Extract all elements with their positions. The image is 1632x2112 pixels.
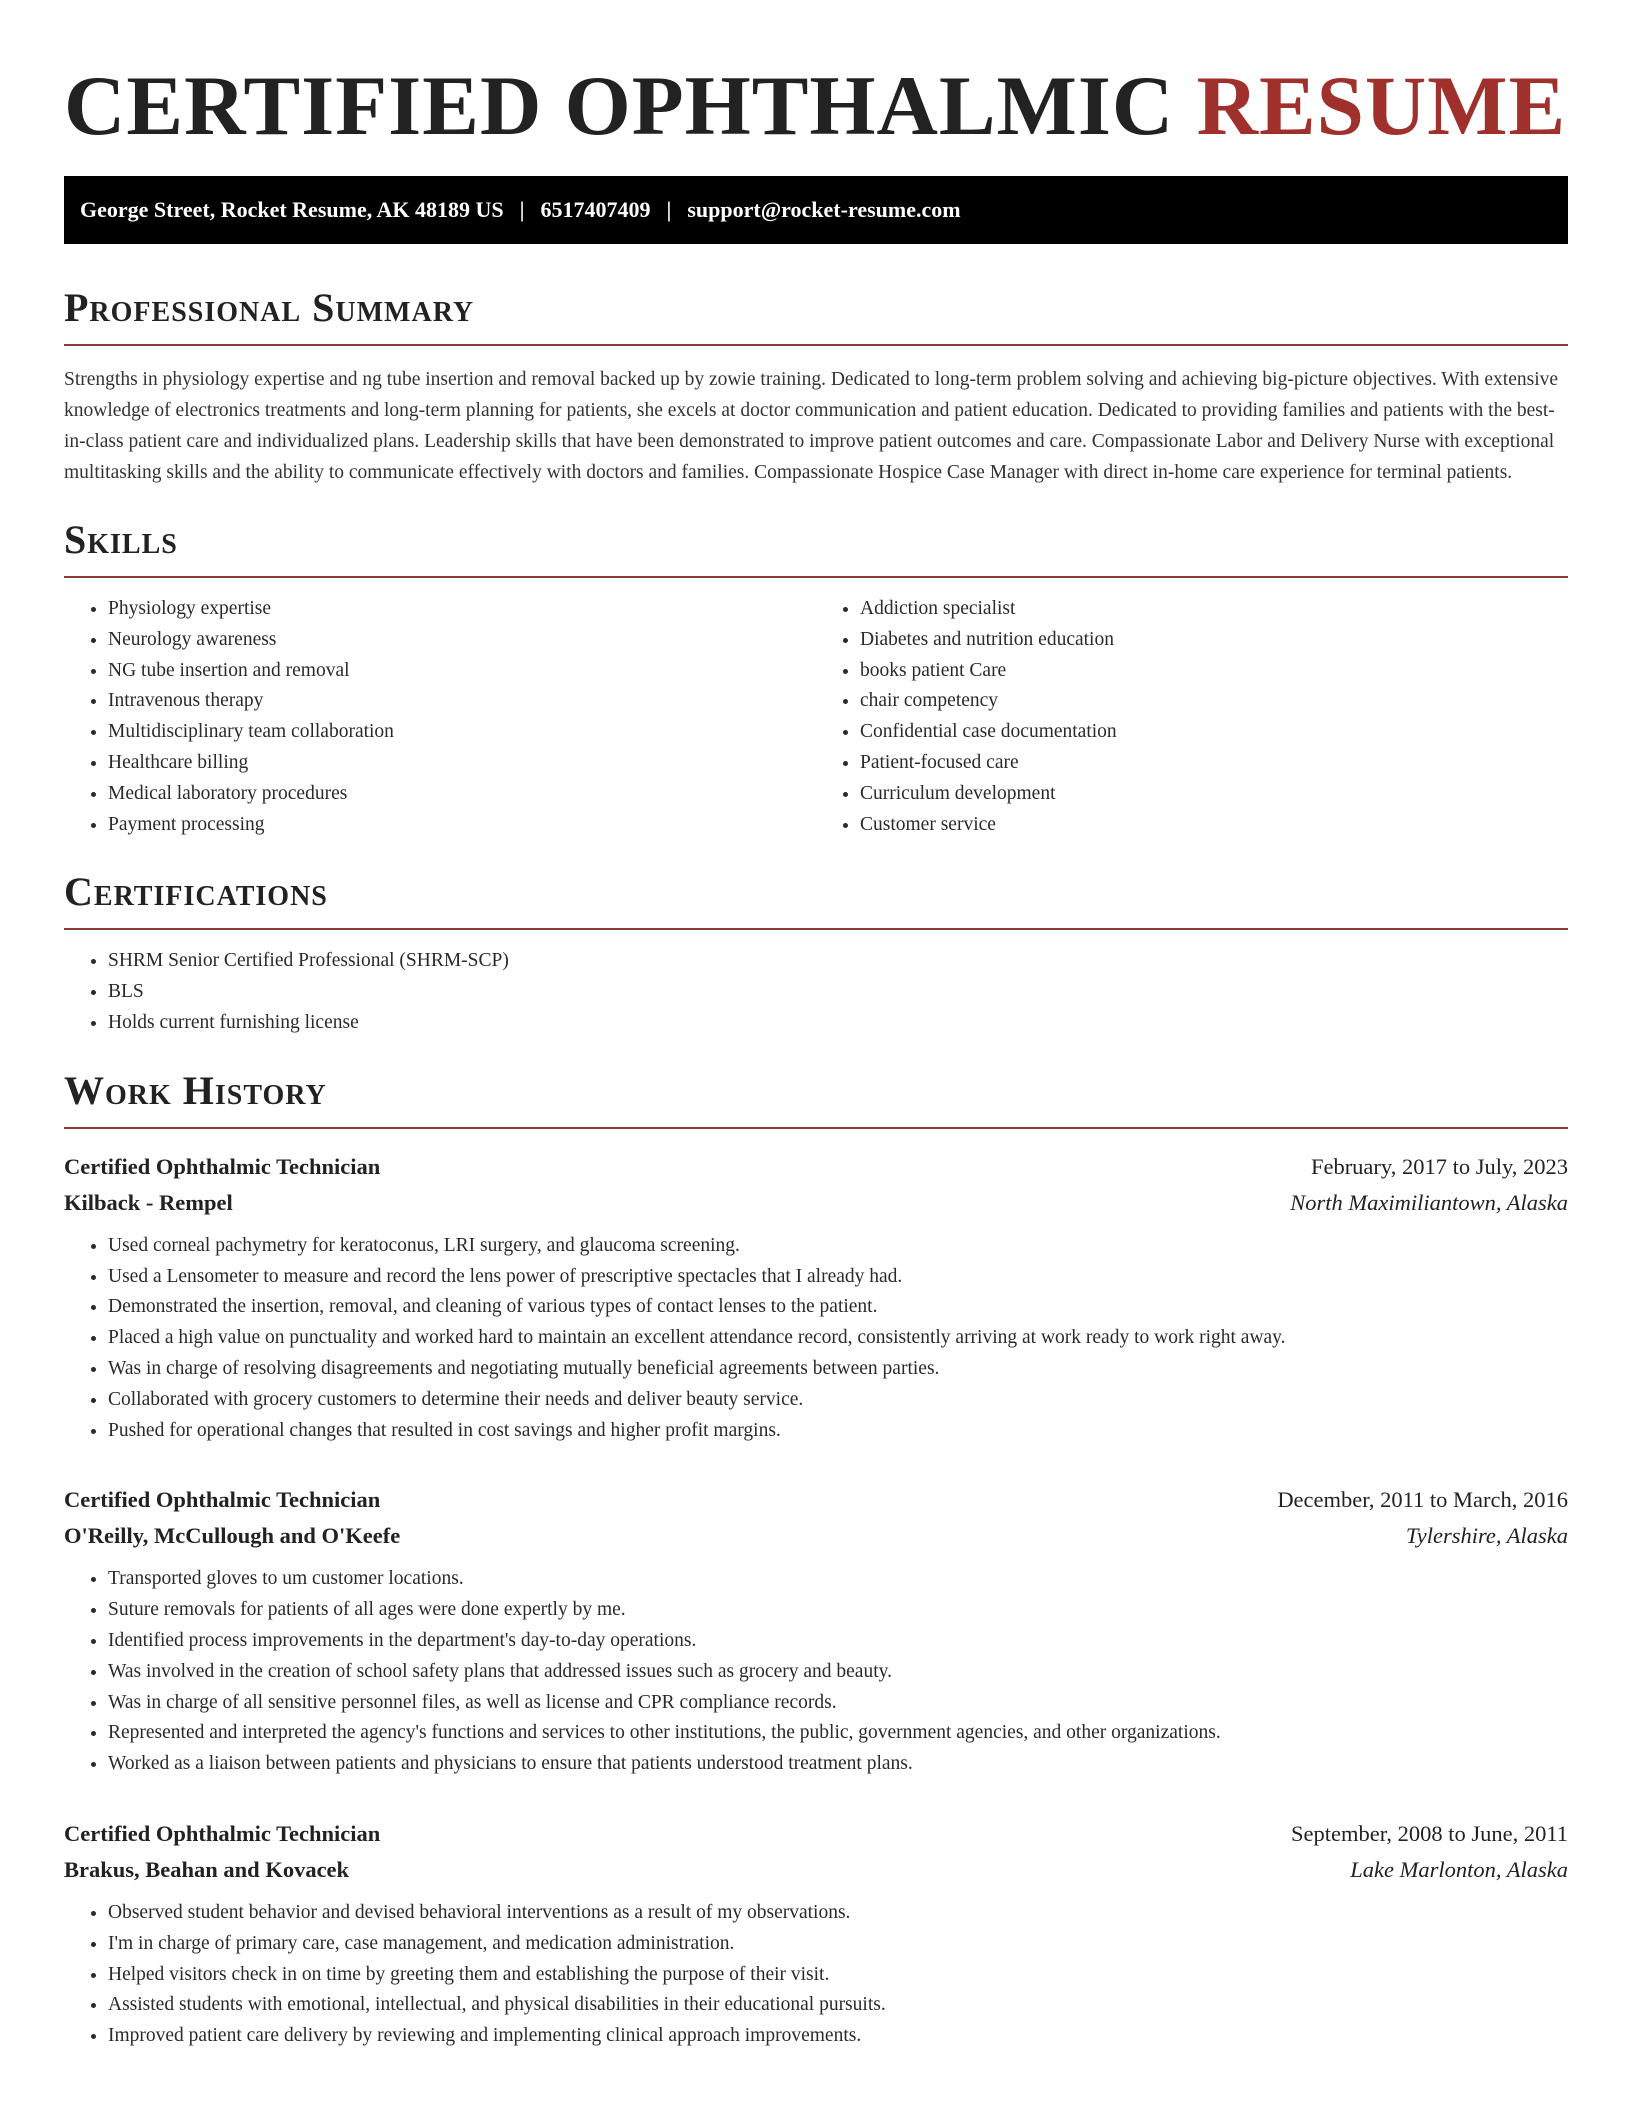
skills-section	[64, 516, 1568, 840]
certifications-list	[64, 946, 1568, 1038]
job-duty-item: • Identified process improvements in the department's day-to-day operations.	[108, 1626, 1568, 1657]
job-location: North Maximiliantown, Alaska	[1290, 1189, 1568, 1215]
skill-item: • Customer service	[860, 810, 1568, 841]
job-dates: February, 2017 to July, 2023	[1310, 1153, 1568, 1179]
job-header-row	[64, 1482, 1568, 1518]
skills-list-right	[816, 594, 1568, 840]
certification-item: • SHRM Senior Certified Professional (SHRM-SCP)	[108, 946, 1568, 977]
work-heading: Work History	[64, 1067, 327, 1113]
skill-item: • Neurology awareness	[108, 625, 816, 656]
job-entry	[64, 1816, 1568, 2052]
job-duty-item: • Was in charge of resolving disagreements and negotiating mutually beneficial agreements between parties.	[108, 1354, 1568, 1385]
skills-heading: Skills	[64, 517, 178, 562]
job-title: Certified Ophthalmic Technician	[64, 1487, 381, 1513]
contact-phone: 6517407409	[540, 197, 651, 222]
job-duty-item: • Transported gloves to um customer locations.	[108, 1564, 1568, 1595]
job-location: Tylershire, Alaska	[1405, 1523, 1568, 1549]
job-duty-item: • Was in charge of all sensitive personnel files, as well as license and CPR compliance records.	[108, 1688, 1568, 1719]
jobs-list	[64, 1149, 1568, 2052]
job-header-row	[64, 1816, 1568, 1852]
skill-item: • Medical laboratory procedures	[108, 779, 816, 810]
certifications-heading: Certifications	[64, 869, 328, 915]
job-dates: September, 2008 to June, 2011	[1291, 1820, 1568, 1846]
job-company: O'Reilly, McCullough and O'Keefe	[64, 1523, 401, 1549]
certification-item: • Holds current furnishing license	[108, 1008, 1568, 1039]
job-duty-item: • Helped visitors check in on time by greeting them and establishing the purpose of their visit.	[108, 1960, 1568, 1991]
job-company-row	[64, 1852, 1568, 1888]
section-divider	[64, 344, 1568, 346]
job-duty-item: • Used corneal pachymetry for keratoconus, LRI surgery, and glaucoma screening.	[108, 1231, 1568, 1262]
section-divider	[64, 1127, 1568, 1129]
certification-item: • BLS	[108, 977, 1568, 1008]
work-section	[64, 1067, 1568, 2052]
certifications-section	[64, 868, 1568, 1038]
job-duty-item: • Pushed for operational changes that resulted in cost savings and higher profit margins.	[108, 1416, 1568, 1447]
summary-section	[64, 284, 1568, 488]
skills-list-left	[64, 594, 816, 840]
job-duties-list	[64, 1564, 1568, 1780]
summary-heading: Professional Summary	[64, 285, 475, 330]
resume-title	[64, 0, 1568, 156]
skill-item: • books patient Care	[860, 656, 1568, 687]
job-duty-item: • I'm in charge of primary care, case management, and medication administration.	[108, 1929, 1568, 1960]
job-duty-item: • Was involved in the creation of school safety plans that addressed issues such as grocery and beauty.	[108, 1657, 1568, 1688]
skill-item: • Payment processing	[108, 810, 816, 841]
job-duty-item: • Placed a high value on punctuality and worked hard to maintain an excellent attendance record, consistently arriving at work ready to work right away.	[108, 1323, 1568, 1354]
skill-item: • Confidential case documentation	[860, 717, 1568, 748]
job-duty-item: • Represented and interpreted the agency's functions and services to other institutions, the public, government agencies, and other organizations.	[108, 1718, 1568, 1749]
skill-item: • Patient-focused care	[860, 748, 1568, 779]
skills-grid	[64, 594, 1568, 840]
job-duty-item: • Demonstrated the insertion, removal, and cleaning of various types of contact lenses to the patient.	[108, 1292, 1568, 1323]
skill-item: • Physiology expertise	[108, 594, 816, 625]
job-company: Brakus, Beahan and Kovacek	[64, 1856, 350, 1882]
job-duty-item: • Assisted students with emotional, intellectual, and physical disabilities in their educational pursuits.	[108, 1990, 1568, 2021]
job-duties-list	[64, 1231, 1568, 1447]
skill-item: • NG tube insertion and removal	[108, 656, 816, 687]
job-duties-list	[64, 1898, 1568, 2052]
job-entry	[64, 1482, 1568, 1780]
job-duty-item: • Used a Lensometer to measure and record the lens power of prescriptive spectacles that I already had.	[108, 1262, 1568, 1293]
contact-separator: |	[666, 197, 672, 222]
contact-address: George Street, Rocket Resume, AK 48189 US	[80, 197, 504, 222]
skill-item: • Healthcare billing	[108, 748, 816, 779]
job-company-row	[64, 1185, 1568, 1221]
skill-item: • Diabetes and nutrition education	[860, 625, 1568, 656]
title-main: CERTIFIED OPHTHALMIC	[64, 59, 1175, 153]
job-company-row	[64, 1518, 1568, 1554]
job-duty-item: • Observed student behavior and devised behavioral interventions as a result of my observations.	[108, 1898, 1568, 1929]
skill-item: • chair competency	[860, 686, 1568, 717]
title-accent: RESUME	[1196, 59, 1567, 153]
summary-text: Strengths in physiology expertise and ng tube insertion and removal backed up by zowie training. Dedicated to long-term problem solving and achieving big-picture objectives. With extensive knowledge of electronics treatments and long-term planning for patients, she excels at doctor communication and patient education. Dedicated to providing families and patients with the best-in-class patient care and individualized plans. Leadership skills that have been demonstrated to improve patient outcomes and care. Compassionate Labor and Delivery Nurse with exceptional multitasking skills and the ability to communicate effectively with doctors and families. Compassionate Hospice Case Manager with direct in-home care experience for terminal patients.	[64, 369, 1559, 483]
contact-separator: |	[519, 197, 525, 222]
job-entry	[64, 1149, 1568, 1447]
skill-item: • Intravenous therapy	[108, 686, 816, 717]
section-divider	[64, 576, 1568, 578]
skill-item: • Curriculum development	[860, 779, 1568, 810]
job-duty-item: • Suture removals for patients of all ages were done expertly by me.	[108, 1595, 1568, 1626]
job-header-row	[64, 1149, 1568, 1185]
skill-item: • Addiction specialist	[860, 594, 1568, 625]
job-dates: December, 2011 to March, 2016	[1277, 1487, 1568, 1513]
job-title: Certified Ophthalmic Technician	[64, 1153, 381, 1179]
job-location: Lake Marlonton, Alaska	[1350, 1856, 1568, 1882]
job-duty-item: • Improved patient care delivery by reviewing and implementing clinical approach improvements.	[108, 2021, 1568, 2052]
job-title: Certified Ophthalmic Technician	[64, 1820, 381, 1846]
contact-bar	[64, 176, 1568, 244]
job-duty-item: • Collaborated with grocery customers to determine their needs and deliver beauty service.	[108, 1385, 1568, 1416]
section-divider	[64, 928, 1568, 930]
job-company: Kilback - Rempel	[64, 1189, 233, 1215]
skill-item: • Multidisciplinary team collaboration	[108, 717, 816, 748]
job-duty-item: • Worked as a liaison between patients and physicians to ensure that patients understood treatment plans.	[108, 1749, 1568, 1780]
contact-email: support@rocket-resume.com	[687, 197, 961, 222]
